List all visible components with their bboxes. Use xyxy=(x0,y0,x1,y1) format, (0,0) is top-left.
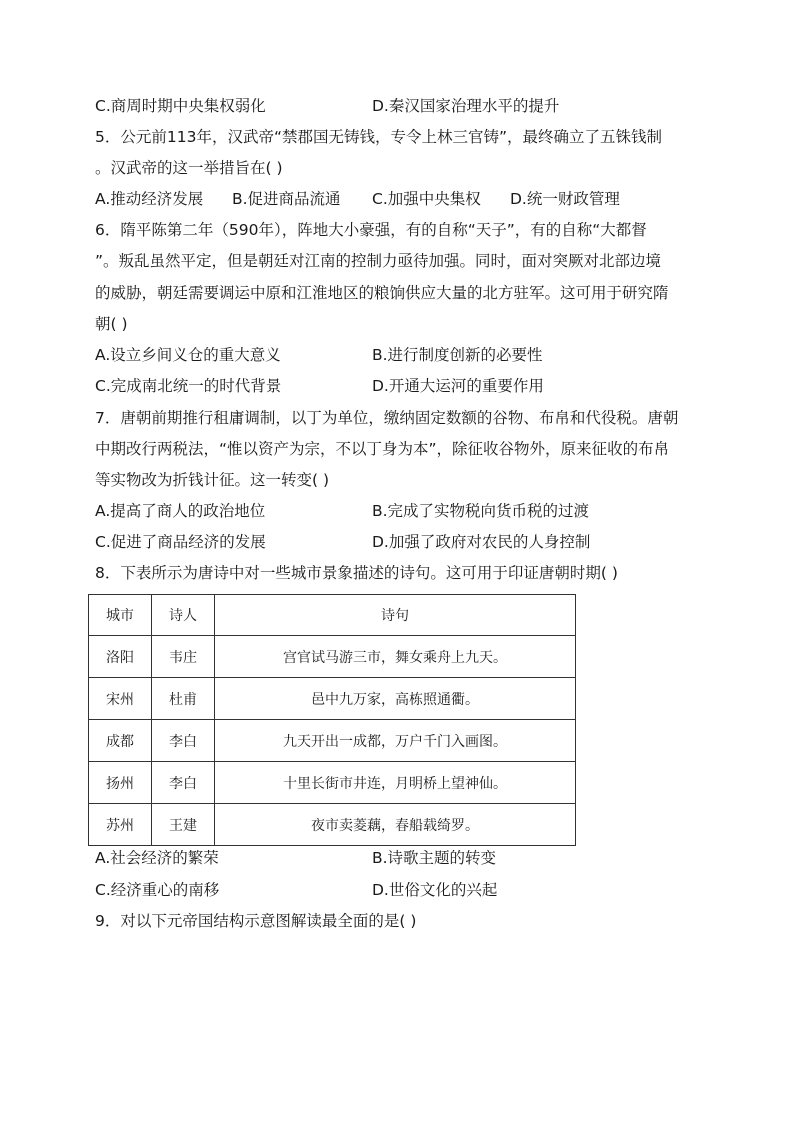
cell-poet: 李白 xyxy=(152,720,215,762)
cell-verse: 十里长街市井连，月明桥上望神仙。 xyxy=(215,762,576,804)
table-row xyxy=(89,636,576,678)
q6-stem-line-3: 的威胁，朝廷需要调运中原和江淮地区的粮饷供应大量的北方驻军。这可用于研究隋 xyxy=(95,284,669,302)
q8-option-c: C.经济重心的南移 xyxy=(95,881,220,899)
cell-verse: 九天开出一成都，万户千门入画图。 xyxy=(215,720,576,762)
table-row xyxy=(89,678,576,720)
q5-option-c: C.加强中央集权 xyxy=(372,190,481,208)
q6-option-b: B.进行制度创新的必要性 xyxy=(372,346,543,364)
header-city: 城市 xyxy=(89,595,152,636)
table-row xyxy=(89,762,576,804)
q8-option-a: A.社会经济的繁荣 xyxy=(95,849,219,867)
cell-city: 扬州 xyxy=(89,762,152,804)
q8-stem-line-1: 8．下表所示为唐诗中对一些城市景象描述的诗句。这可用于印证唐朝时期( ) xyxy=(95,564,618,582)
cell-poet: 杜甫 xyxy=(152,678,215,720)
q7-option-d: D.加强了政府对农民的人身控制 xyxy=(372,533,591,551)
q7-stem-line-2: 中期改行两税法，“惟以资产为宗，不以丁身为本”，除征收谷物外，原来征收的布帛 xyxy=(95,440,670,458)
cell-poet: 王建 xyxy=(152,804,215,846)
cell-verse: 宫官试马游三市，舞女乘舟上九天。 xyxy=(215,636,576,678)
q7-stem-line-1: 7．唐朝前期推行租庸调制，以丁为单位，缴纳固定数额的谷物、布帛和代役税。唐朝 xyxy=(95,409,679,427)
q6-option-d: D.开通大运河的重要作用 xyxy=(372,377,544,395)
table-header-row xyxy=(89,595,576,636)
cell-poet: 韦庄 xyxy=(152,636,215,678)
cell-city: 苏州 xyxy=(89,804,152,846)
q7-option-c: C.促进了商品经济的发展 xyxy=(95,533,266,551)
table-row xyxy=(89,804,576,846)
table-row xyxy=(89,720,576,762)
header-verse: 诗句 xyxy=(215,595,576,636)
q4-option-c: C.商周时期中央集权弱化 xyxy=(95,97,266,115)
q6-option-a: A.设立乡间义仓的重大意义 xyxy=(95,346,281,364)
q5-stem-line-2: 。汉武帝的这一举措旨在( ) xyxy=(95,159,283,177)
q7-option-a: A.提高了商人的政治地位 xyxy=(95,502,266,520)
cell-verse: 夜市卖菱藕，春船载绮罗。 xyxy=(215,804,576,846)
cell-city: 宋州 xyxy=(89,678,152,720)
q8-option-d: D.世俗文化的兴起 xyxy=(372,881,498,899)
header-poet: 诗人 xyxy=(152,595,215,636)
q5-stem-line-1: 5．公元前113年，汉武帝“禁郡国无铸钱，专令上林三官铸”，最终确立了五铢钱制 xyxy=(95,128,663,146)
q6-stem-line-4: 朝( ) xyxy=(95,315,128,333)
q6-option-c: C.完成南北统一的时代背景 xyxy=(95,377,282,395)
poem-table xyxy=(88,594,576,846)
q7-stem-line-3: 等实物改为折钱计征。这一转变( ) xyxy=(95,471,330,489)
q6-stem-line-2: ”。叛乱虽然平定，但是朝廷对江南的控制力亟待加强。同时，面对突厥对北部边境 xyxy=(95,252,662,270)
cell-city: 成都 xyxy=(89,720,152,762)
q7-option-b: B.完成了实物税向货币税的过渡 xyxy=(372,502,590,520)
cell-poet: 李白 xyxy=(152,762,215,804)
q9-stem-line-1: 9．对以下元帝国结构示意图解读最全面的是( ) xyxy=(95,912,417,930)
q5-option-a: A.推动经济发展 xyxy=(95,190,204,208)
q6-stem-line-1: 6．隋平陈第二年（590年），阵地大小豪强，有的自称“天子”，有的自称“大都督 xyxy=(95,221,647,239)
q5-option-b: B.促进商品流通 xyxy=(232,190,341,208)
cell-verse: 邑中九万家，高栋照通衢。 xyxy=(215,678,576,720)
q8-option-b: B.诗歌主题的转变 xyxy=(372,849,497,867)
q5-option-d: D.统一财政管理 xyxy=(510,190,620,208)
q4-option-d: D.秦汉国家治理水平的提升 xyxy=(372,97,560,115)
cell-city: 洛阳 xyxy=(89,636,152,678)
